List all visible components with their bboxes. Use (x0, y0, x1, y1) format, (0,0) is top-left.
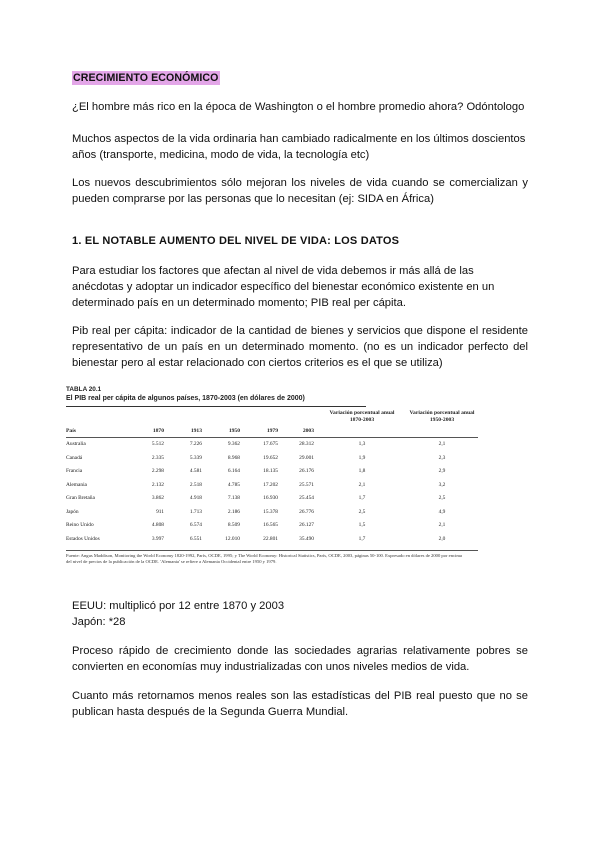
table-value-cell: 2.335 (151, 454, 164, 461)
table-value-cell: 3,2 (438, 481, 446, 488)
table-value-cell: 29.001 (299, 454, 314, 461)
table-header-cell: 1979 (266, 428, 278, 434)
table-value-cell: 8.509 (227, 522, 240, 528)
table-value-cell: 6.551 (189, 535, 202, 542)
section-heading: 1. EL NOTABLE AUMENTO DEL NIVEL DE VIDA: LOS DATOS (72, 235, 400, 247)
table-caption: El PIB real per cápita de algunos países, 1870-2003 (en dólares de 2000) (66, 395, 305, 402)
table-value-cell: 6.164 (227, 468, 240, 474)
table-value-cell: 4.808 (151, 522, 164, 528)
table-value-cell: 1,7 (358, 535, 366, 542)
section-paragraph-2: Pib real per cápita: indicador de la cantidad de bienes y servicios que dispone el residente representativo de un país en un determinado momento. (no es un indicador perfecto del bienestar pero al estar relacionado con ciertos criterios es el que se utiliza) (72, 325, 528, 369)
table-header-cell: País (66, 428, 76, 434)
table-country-cell: Estados Unidos (66, 535, 100, 542)
table-value-cell: 2,0 (438, 535, 446, 542)
table-value-cell: 12.010 (225, 535, 240, 542)
table-value-cell: 1,9 (358, 454, 366, 461)
table-value-cell: 3.862 (151, 495, 164, 501)
table-value-cell: 3.997 (151, 535, 164, 542)
table-header-cell: 2003 (302, 428, 314, 434)
table-header-cell: 1913 (190, 428, 202, 434)
document-title: CRECIMIENTO ECONÓMICO (73, 72, 219, 84)
table-value-cell: 1,3 (358, 441, 366, 447)
japan-note: Japón: *28 (72, 616, 126, 628)
usa-note: EEUU: multiplicó por 12 entre 1870 y 2003 (72, 600, 285, 612)
table-header-cell: Variación porcentual anual 1950-2003 (409, 410, 475, 423)
table-country-cell: Francia (66, 468, 83, 474)
table-value-cell: 1,8 (358, 468, 366, 474)
table-value-cell: 25.571 (299, 481, 314, 488)
table-value-cell: 1,7 (358, 495, 366, 501)
table-value-cell: 18.135 (263, 468, 278, 474)
table-country-cell: Reino Unido (66, 522, 94, 528)
table-value-cell: 2.298 (151, 468, 164, 474)
table-value-cell: 1,5 (358, 522, 366, 528)
intro-paragraph: Muchos aspectos de la vida ordinaria han cambiado radicalmente en los últimos doscientos años (transporte, medicina, modo de vida, la tecnología etc) (72, 133, 526, 161)
table-value-cell: 26.176 (299, 468, 314, 474)
table-value-cell: 16.565 (263, 522, 278, 528)
intro-question: ¿El hombre más rico en la época de Washington o el hombre promedio ahora? Odóntologo (72, 101, 525, 113)
table-value-cell: 5.339 (189, 454, 202, 461)
table-value-cell: 4,9 (438, 508, 446, 515)
table-value-cell: 16.930 (263, 495, 278, 501)
table-value-cell: 2,1 (358, 481, 366, 488)
table-value-cell: 19.652 (263, 454, 278, 461)
table-rule (66, 437, 478, 438)
table-country-cell: Australia (66, 441, 86, 447)
discoveries-paragraph: Los nuevos descubrimientos sólo mejoran los niveles de vida cuando se comercializan y pueden comprarse por las personas que lo necesitan (ej: SIDA en África) (72, 177, 528, 205)
table-value-cell: 15.378 (263, 508, 278, 515)
table-value-cell: 2,3 (438, 454, 446, 461)
table-country-cell: Japón (66, 508, 79, 515)
table-country-cell: Alemania (66, 481, 87, 488)
section-paragraph-1: Para estudiar los factores que afectan al nivel de vida debemos ir más allá de las anécdotas y adoptar un indicador específico del bienestar económico existente en un determinado país en un determinado momento; PIB real per cápita. (72, 265, 495, 309)
table-value-cell: 35.490 (299, 535, 314, 542)
table-value-cell: 1.713 (189, 508, 202, 515)
table-value-cell: 4.785 (227, 481, 240, 488)
table-value-cell: 2,5 (438, 495, 446, 501)
table-value-cell: 2.186 (227, 508, 240, 515)
table-value-cell: 9.362 (227, 441, 240, 447)
table-value-cell: 8.968 (227, 454, 240, 461)
table-value-cell: 5.512 (151, 441, 164, 447)
table-value-cell: 6.574 (189, 522, 202, 528)
table-header-cell: Variación porcentual anual 1870-2003 (329, 410, 395, 423)
table-value-cell: 911 (156, 508, 164, 515)
table-label: TABLA 20.1 (66, 386, 102, 393)
table-value-cell: 2,1 (438, 441, 446, 447)
table-value-cell: 2,5 (358, 508, 366, 515)
table-value-cell: 2,9 (438, 468, 446, 474)
table-source: Fuente: Angus Maddison, Monitoring the World Economy 1820-1992, París, OCDE, 1995; y The World Economy: Historical Statistics, París, OCDE, 2003, páginas 50-100. Expresado en dólares de 2000 por encima del nivel de precios de la publicación de la OCDE. 'Alemania' se refiere a Alemania Occidental entre 1950 y 1979. (66, 553, 462, 564)
table-value-cell: 7.138 (227, 495, 240, 501)
table-header-cell: 1870 (152, 428, 164, 434)
table-value-cell: 17.675 (263, 441, 278, 447)
table-value-cell: 17.202 (263, 481, 278, 488)
table-value-cell: 25.454 (299, 495, 314, 501)
table-value-cell: 2.518 (189, 481, 202, 488)
table-top-rule (66, 406, 366, 407)
table-value-cell: 2.132 (151, 481, 164, 488)
table-value-cell: 7.226 (189, 441, 202, 447)
table-rule (66, 550, 478, 551)
table-country-cell: Gran Bretaña (66, 495, 95, 501)
table-country-cell: Canadá (66, 454, 83, 461)
table-value-cell: 26.776 (299, 508, 314, 515)
table-value-cell: 22.801 (263, 535, 278, 542)
table-value-cell: 26.127 (299, 522, 314, 528)
gdp-table-figure (66, 382, 532, 580)
table-value-cell: 2,1 (438, 522, 446, 528)
table-value-cell: 4.581 (189, 468, 202, 474)
table-header-cell: 1950 (228, 428, 240, 434)
table-value-cell: 28.312 (299, 441, 314, 447)
statistics-paragraph: Cuanto más retornamos menos reales son las estadísticas del PIB real puesto que no se publican hasta después de la Segunda Guerra Mundial. (72, 690, 528, 718)
table-value-cell: 4.918 (189, 495, 202, 501)
growth-paragraph: Proceso rápido de crecimiento donde las sociedades agrarias relativamente pobres se convierten en economías muy industrializadas con unos niveles medios de vida. (72, 645, 528, 673)
